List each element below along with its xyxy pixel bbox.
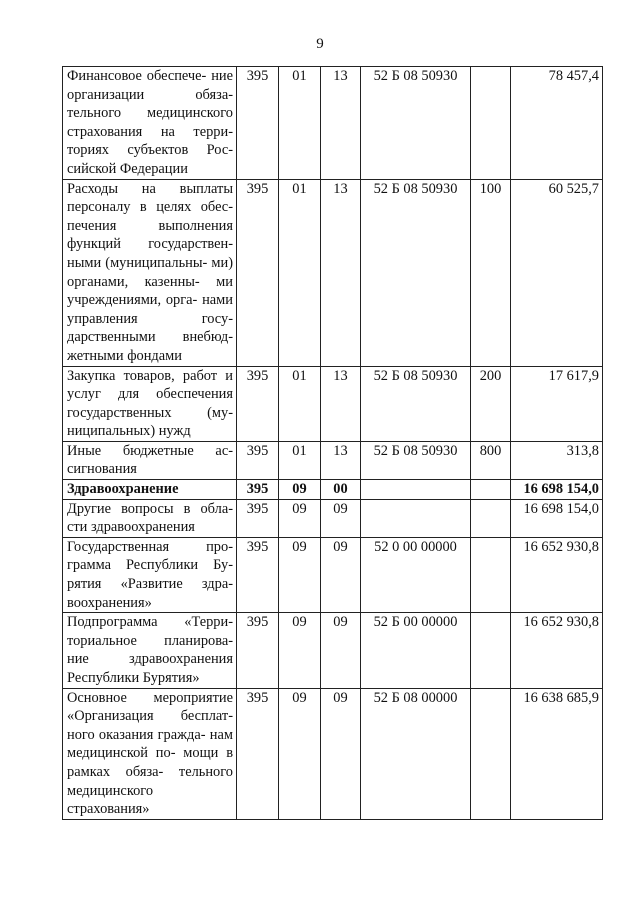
cell-target-article: 52 Б 08 50930 [361,67,471,180]
cell-subsection: 13 [321,67,361,180]
cell-expense-type [471,67,511,180]
cell-target-article: 52 Б 08 50930 [361,366,471,441]
cell-subsection: 13 [321,179,361,366]
cell-name: Иные бюджетные ас- сигнования [63,441,237,479]
cell-expense-type: 200 [471,366,511,441]
cell-ved: 395 [237,366,279,441]
cell-amount: 16 698 154,0 [511,499,603,537]
cell-subsection: 09 [321,688,361,819]
cell-section: 01 [279,67,321,180]
cell-section: 09 [279,499,321,537]
cell-target-article: 52 0 00 00000 [361,537,471,612]
cell-ved: 395 [237,537,279,612]
cell-section: 09 [279,480,321,500]
table-body [63,67,603,820]
cell-ved: 395 [237,688,279,819]
cell-amount: 313,8 [511,441,603,479]
table-row [63,441,603,479]
cell-ved: 395 [237,67,279,180]
cell-target-article [361,499,471,537]
cell-expense-type [471,537,511,612]
cell-target-article: 52 Б 08 00000 [361,688,471,819]
cell-subsection: 09 [321,613,361,688]
cell-section: 09 [279,613,321,688]
cell-subsection: 09 [321,499,361,537]
cell-target-article: 52 Б 08 50930 [361,179,471,366]
budget-table [62,66,603,820]
cell-ved: 395 [237,613,279,688]
cell-target-article: 52 Б 08 50930 [361,441,471,479]
cell-amount: 16 652 930,8 [511,537,603,612]
cell-expense-type [471,480,511,500]
cell-amount: 78 457,4 [511,67,603,180]
cell-ved: 395 [237,499,279,537]
cell-expense-type [471,499,511,537]
cell-name: Подпрограмма «Терри- ториальное планирова- ние здравоохранения Республики Бурятия» [63,613,237,688]
cell-amount: 16 638 685,9 [511,688,603,819]
cell-name: Расходы на выплаты персоналу в целях обес- печения выполнения функций государствен- ными (муниципальны- ми) органами, казенны- ми учреждениями, орга- нами управления госу- дарственными внебюд- жетными фондами [63,179,237,366]
cell-expense-type [471,688,511,819]
table-row [63,480,603,500]
table-row [63,613,603,688]
table-row [63,688,603,819]
table-row [63,67,603,180]
cell-subsection: 09 [321,537,361,612]
cell-section: 09 [279,537,321,612]
cell-section: 01 [279,179,321,366]
cell-ved: 395 [237,441,279,479]
cell-section: 09 [279,688,321,819]
cell-expense-type [471,613,511,688]
cell-target-article: 52 Б 00 00000 [361,613,471,688]
page-number: 9 [316,36,324,52]
cell-name: Закупка товаров, работ и услуг для обеспечения государственных (му- ниципальных) нужд [63,366,237,441]
cell-ved: 395 [237,480,279,500]
table-row [63,499,603,537]
cell-name: Государственная про- грамма Республики Бу- рятия «Развитие здра- воохранения» [63,537,237,612]
cell-subsection: 13 [321,441,361,479]
cell-name: Основное мероприятие «Организация бесплат- ного оказания гражда- нам медицинской по- мощи в рамках обяза- тельного медицинского страхования» [63,688,237,819]
cell-amount: 16 698 154,0 [511,480,603,500]
cell-expense-type: 100 [471,179,511,366]
table-row [63,179,603,366]
cell-name: Финансовое обеспече- ние организации обяза- тельного медицинского страхования на терри- ториях субъектов Рос- сийской Федерации [63,67,237,180]
cell-section: 01 [279,441,321,479]
cell-section: 01 [279,366,321,441]
table-row [63,366,603,441]
cell-expense-type: 800 [471,441,511,479]
cell-ved: 395 [237,179,279,366]
cell-amount: 16 652 930,8 [511,613,603,688]
table-row [63,537,603,612]
cell-amount: 60 525,7 [511,179,603,366]
cell-target-article [361,480,471,500]
cell-amount: 17 617,9 [511,366,603,441]
cell-subsection: 13 [321,366,361,441]
cell-subsection: 00 [321,480,361,500]
cell-name: Другие вопросы в обла- сти здравоохранения [63,499,237,537]
cell-name: Здравоохранение [63,480,237,500]
